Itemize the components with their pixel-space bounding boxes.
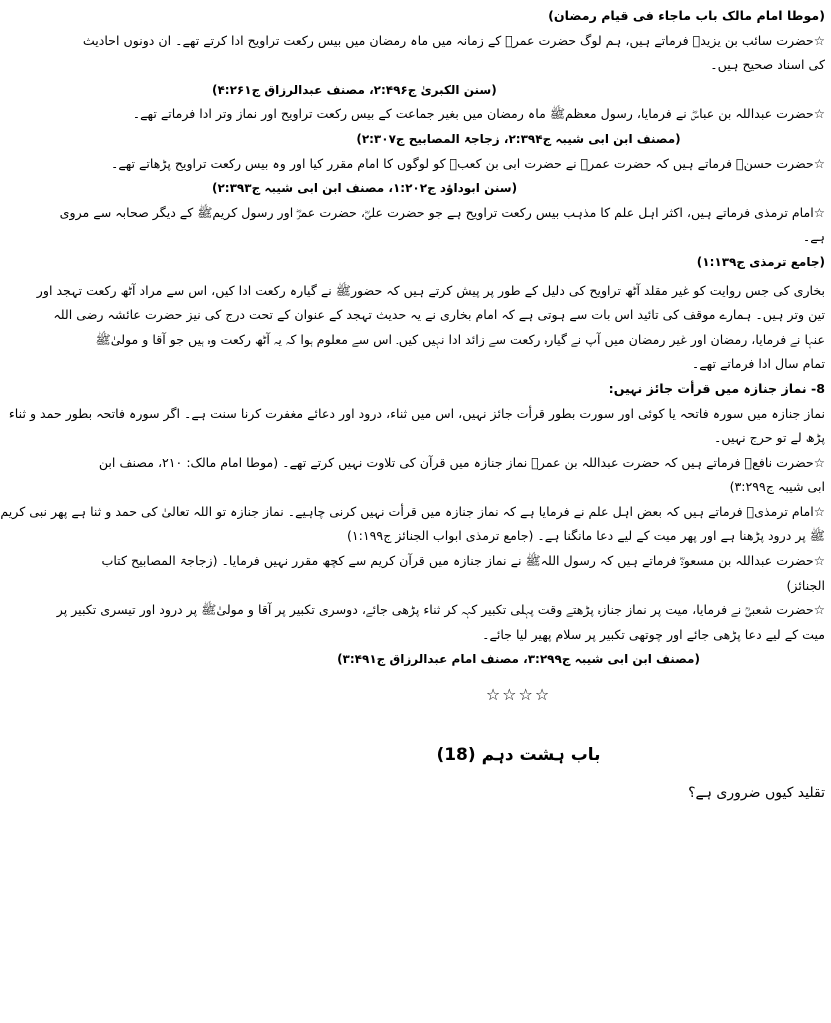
text-line: عنہا نے فرمایا، رمضان اور غیر رمضان میں آپ نے گیارہ رکعت سے زائد ادا نہیں کیں۔ اس سے معلوم ہوا کہ یہ آٹھ رکعت وہ ہیں جو آقا و مولیٰﷺ xyxy=(95,331,825,347)
text-line: ☆حضرت شعبیؒ نے فرمایا، میت پر نماز جنازہ پڑھتے وقت پہلی تکبیر کہہ کر ثناء پڑھی جائے، دوسری تکبیر پر آقا و مولیٰﷺ پر درود اور تیسری تکبیر پر xyxy=(56,602,825,618)
reference-line: (سنن الکبریٰ ج۲:۴۹۶، مصنف عبدالرزاق ج۴:۲۶۱) xyxy=(212,82,497,97)
reference-line: (موطا امام مالک باب ماجاء فی قیام رمضان) xyxy=(548,8,825,23)
chapter-title: باب ہشت دہم (18) xyxy=(436,745,601,766)
text-line: ☆حضرت عبداللہ بن مسعودؓ فرماتے ہیں کہ رسول اللہﷺ نے نماز جنازہ میں قرآن کریم سے کچھ مقرر نہیں فرمایا۔ (زجاجۃ المصابیح کتاب xyxy=(101,553,825,569)
text-line: پڑھ لے تو حرج نہیں۔ xyxy=(713,430,825,446)
reference-line: (جامع ترمذی ج۱:۱۳۹) xyxy=(696,254,825,269)
reference-line: (سنن ابوداؤد ج۱:۲۰۲، مصنف ابن ابی شیبہ ج۲:۳۹۳) xyxy=(212,181,518,196)
section-title: تقلید کیوں ضروری ہے؟ xyxy=(688,785,825,802)
text-line: نماز جنازہ میں سورہ فاتحہ یا کوئی اور سورت بطور قرأت جائز نہیں، اس میں ثناء، درود اور دعائے مغفرت کرنا سنت ہے۔ اگر سورہ فاتحہ بطور حمد و ثناء xyxy=(8,405,825,421)
text-line: ابی شیبہ ج۳:۲۹۹) xyxy=(729,479,825,495)
text-line: کی اسناد صحیح ہیں۔ xyxy=(710,57,825,73)
text-line: تمام سال ادا فرماتے تھے۔ xyxy=(691,356,825,372)
text-line: تین وتر ہیں۔ ہمارے موقف کی تائید اس بات سے ہوتی ہے کہ امام بخاری نے یہ حدیث تہجد کے عنوان کے تحت درج کی نیز حضرت عائشہ رضی اللہ xyxy=(53,307,825,323)
reference-line: (مصنف ابن ابی شیبہ ج۲:۳۹۴، زجاجۃ المصابیح ج۲:۳۰۷) xyxy=(356,131,681,146)
text-line: ☆امام ترمذی فرماتے ہیں، اکثر اہل علم کا مذہب بیس رکعت تراویح ہے جو حضرت علیؓ، حضرت عمرؓ اور رسول کریمﷺ کے دیگر صحابہ سے مروی xyxy=(59,204,825,220)
text-line: ☆امام ترمذیؒ فرماتے ہیں کہ بعض اہل علم نے فرمایا ہے کہ نماز جنازہ میں قرأت نہیں کرنی چاہیے۔ نماز جنازہ تو اللہ تعالیٰ کی حمد و ثنا ہے پھر نبی کریم xyxy=(0,503,825,519)
text-line: ☆حضرت سائب بن یزیدؓ فرماتے ہیں، ہم لوگ حضرت عمرؓ کے زمانہ میں ماہ رمضان میں بیس رکعت تراویح ادا کرتے تھے۔ ان دونوں احادیث xyxy=(82,32,825,48)
text-line: ہے۔ xyxy=(802,229,825,245)
text-line: الجنائز) xyxy=(786,577,825,593)
text-line: ☆حضرت عبداللہ بن عباسؓ نے فرمایا، رسول معظمﷺ ماہ رمضان میں بغیر جماعت کے بیس رکعت تراویح اور نماز وتر ادا فرماتے تھے۔ xyxy=(132,106,825,122)
section-heading: 8- نماز جنازہ میں قرأت جائز نہیں: xyxy=(608,380,825,396)
text-line: ☆حضرت نافعؓ فرماتے ہیں کہ حضرت عبداللہ بن عمرؓ نماز جنازہ میں قرآن کی تلاوت نہیں کرتے تھے۔ (موطا امام مالک: ۲۱۰، مصنف ابن xyxy=(98,454,825,470)
text-line: بخاری کی جس روایت کو غیر مقلد آٹھ تراویح کی دلیل کے طور پر پیش کرتے ہیں کہ حضورﷺ نے گیارہ رکعت ادا کیں، اس سے مراد آٹھ رکعت تہجد اور xyxy=(36,282,825,298)
text-line: ☆حضرت حسنؓ فرماتے ہیں کہ حضرت عمرؓ نے حضرت ابی بن کعبؓ کو لوگوں کا امام مقرر کیا اور وہ بیس رکعت تراویح پڑھاتے تھے۔ xyxy=(110,155,825,171)
reference-line: (مصنف ابن ابی شیبہ ج۳:۲۹۹، مصنف امام عبدالرزاق ج۳:۴۹۱) xyxy=(337,652,700,667)
text-line: میت کے لیے دعا پڑھی جائے اور چوتھی تکبیر پر سلام پھیر لیا جائے۔ xyxy=(482,626,825,642)
text-line: ﷺ پر درود پڑھنا ہے اور پھر میت کے لیے دعا مانگنا ہے۔ (جامع ترمذی ابواب الجنائز ج۱:۱۹۹) xyxy=(346,528,825,544)
star-separator: ☆☆☆☆ xyxy=(485,685,552,705)
